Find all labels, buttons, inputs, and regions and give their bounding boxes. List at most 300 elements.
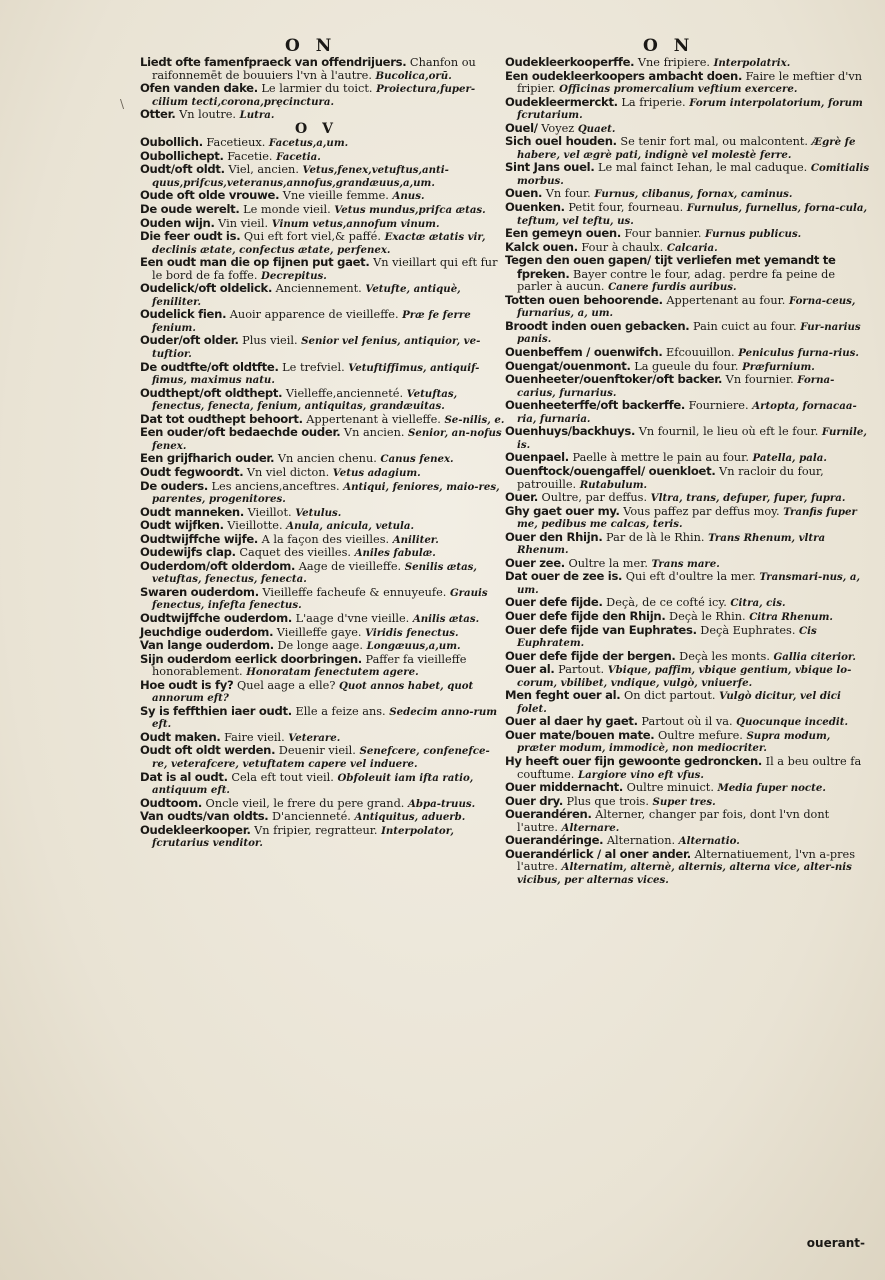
latin-gloss: Se-nilis, e. [444,413,505,426]
dictionary-entry [140,705,505,731]
latin-gloss: Decrepitus. [261,269,327,282]
latin-gloss: Ægrè fe habere, vel ægrè pati, indignè vel molestè ferre. [517,136,856,161]
dictionary-entry [505,570,870,596]
latin-gloss: Artopta, fornacaa-ria, furnaria. [517,400,857,425]
latin-gloss: Supra modum, præter modum, immodicè, non mediocriter. [517,729,831,755]
headword: Ouer defe fijde den Rhijn. [505,608,666,623]
dictionary-entry [140,256,505,282]
headword: Sint Jans ouel. [505,160,595,175]
headword: Totten ouen behoorende. [505,292,663,307]
french-gloss: Faire vieil. [220,730,285,744]
headword: Jeuchdige ouderdom. [140,624,274,639]
headword: Die feer oudt is. [140,229,241,244]
dictionary-entry [140,533,505,547]
latin-gloss: Vulgò dicitur, vel dici folet. [517,690,841,715]
margin-mark: \ [120,97,125,111]
french-gloss: Le monde vieil. [239,203,331,217]
dictionary-entry [140,653,505,679]
french-gloss: Vn fournil, le lieu où eft le four. [635,425,819,439]
dictionary-entry [140,387,505,413]
latin-gloss: Vetufte, antiquè, feniliter. [152,283,461,308]
dictionary-entry [505,596,870,610]
dictionary-entry [140,308,505,334]
latin-gloss: Grauis fenectus, infefta fenectus. [152,586,488,612]
dictionary-entry [140,361,505,387]
latin-gloss: Vetus,fenex,vetuftus,anti-quus,prifcus,veteranus,annofus,grandæuus,a,um. [152,164,449,189]
dictionary-entry [140,771,505,797]
latin-gloss: Aniles fabulæ. [354,547,436,560]
french-gloss: Oultre minuict. [623,781,714,795]
french-gloss: Oncle vieil, le frere du pere grand. [201,796,405,810]
latin-gloss: Honoratam fenectutem agere. [246,666,419,679]
french-gloss: Vn fripier, regratteur. [250,823,378,837]
headword: Sy is feffthien iaer oudt. [140,703,292,718]
latin-gloss: Quaet. [577,122,616,135]
headword: Ofen vanden dake. [140,81,258,96]
latin-gloss: Peniculus furna-rius. [738,347,859,360]
french-gloss: Paelle à mettre le pain au four. [568,451,749,465]
catchword: ouerant- [806,1236,865,1250]
headword: Oudelick/oft oldelick. [140,281,273,296]
latin-gloss: Canus fenex. [380,453,454,466]
dictionary-entry [505,781,870,795]
dictionary-entry [505,227,870,241]
french-gloss: Quel aage a elle? [233,678,336,692]
french-gloss: Vn fournier. [722,373,794,387]
french-gloss: Aage de vieilleffe. [295,559,402,573]
headword: Ouenken. [505,200,565,215]
dictionary-entry [505,689,870,715]
french-gloss: Four à chaulx. [577,240,664,254]
headword: Ouenheeterffe/oft backerffe. [505,398,686,413]
headword: Ouer dry. [505,793,563,808]
dictionary-entry [140,560,505,586]
french-gloss: Auoir apparence de vieilleffe. [226,308,399,322]
french-gloss: Vieillot. [243,505,292,519]
headword: Ouengat/ouenmont. [505,358,631,373]
latin-gloss: Senilis ætas, vetuftas, fenectus, fenecta. [152,560,477,586]
headword: De oude werelt. [140,202,240,217]
french-gloss: Deuenir vieil. [275,744,356,758]
latin-gloss: Facetia. [276,150,321,163]
french-gloss: Qui eft fort viel,& paffé. [240,230,381,244]
headword: Oudt/oft oldt. [140,162,225,177]
latin-gloss: Calcaria. [666,241,718,254]
french-gloss: D'ancienneté. [268,810,351,824]
dictionary-entry [140,626,505,640]
dictionary-entry [140,203,505,217]
french-gloss: Plus que trois. [562,794,649,808]
french-gloss: Vn viel dicton. [243,465,330,479]
dictionary-entry [505,663,870,689]
headword: Kalck ouen. [505,239,578,254]
latin-gloss: Alternatim, alternè, alternis, alterna vice, alter-nis vicibus, per alternas vices. [517,861,852,886]
french-gloss: Cela eft tout vieil. [227,770,334,784]
french-gloss: Facetie. [223,149,273,163]
french-gloss: Alternatiuement, l'vn a-pres l'autre. [517,847,856,874]
latin-gloss: Anus. [392,190,425,203]
latin-gloss: Præ fe ferre fenium. [152,309,471,334]
headword: Een oudt man die op fijnen put gaet. [140,255,370,270]
dictionary-entry [140,810,505,824]
french-gloss: Appertenant à vielleffe. [302,412,441,426]
headword: Ouer defe fijde van Euphrates. [505,622,697,637]
french-gloss: Le trefviel. [278,360,345,374]
dictionary-entry [140,679,505,705]
french-gloss: Four bannier. [620,227,702,241]
latin-gloss: Longæuus,a,um. [366,640,461,653]
french-gloss: Deçà, de ce cofté icy. [602,596,727,610]
headword: Oudt oft oldt werden. [140,743,276,758]
dictionary-entry [140,824,505,850]
dictionary-entry [505,241,870,255]
dictionary-entry [505,320,870,346]
latin-gloss: Lutra. [239,109,275,122]
french-gloss: On dict partout. [620,689,716,703]
latin-gloss: Exactæ ætatis vir, declinis ætate, confectus ætate, perfenex. [152,231,486,256]
headword: Tegen den ouen gapen/ tijt verliefen met yemandt te fpreken. [505,253,836,281]
headword: Otter. [140,107,176,122]
dictionary-entry [140,413,505,427]
french-gloss: Anciennement. [272,282,362,296]
french-gloss: Vieilleffe facheufe & ennuyeufe. [258,585,447,599]
dictionary-entry [505,56,870,70]
french-gloss: Partout où il va. [637,715,733,729]
french-gloss: Le larmier du toict. [257,82,373,96]
dictionary-entry [505,491,870,505]
headword: Ouenftock/ouengaffel/ ouenkloet. [505,463,716,478]
headword: Oudt manneken. [140,504,244,519]
latin-gloss: Abpa-truus. [408,797,476,810]
headword: Ouer al. [505,662,555,677]
dictionary-entry [505,755,870,781]
latin-gloss: Bucolica,orū. [375,69,452,82]
dictionary-entry [140,334,505,360]
french-gloss: Pain cuict au four. [689,319,797,333]
latin-gloss: Interpolator, fcrutarius venditor. [152,824,454,850]
dictionary-entry [140,452,505,466]
french-gloss: Partout. [554,663,605,677]
dictionary-entry [140,189,505,203]
french-gloss: Vn ancien chenu. [274,452,377,466]
french-gloss: Vielleffe,ancienneté. [282,386,404,400]
headword: Ouerandéren. [505,807,592,822]
french-gloss: Petit four, fourneau. [564,201,684,215]
dictionary-entry [505,531,870,557]
latin-gloss: Canere furdis auribus. [608,281,737,294]
latin-gloss: Vinum vetus,annofum vinum. [271,217,440,230]
french-gloss: Fourniere. [685,399,749,413]
headword: Oudtwijffche ouderdom. [140,610,292,625]
dictionary-entry [140,586,505,612]
latin-gloss: Trans mare. [651,557,720,570]
dictionary-entry [140,480,505,506]
headword: Een ouder/oft bedaechde ouder. [140,425,341,440]
french-gloss: A la façon des vieilles. [258,532,390,546]
latin-gloss: Antiquitus, aduerb. [354,811,466,824]
french-gloss: Vieillotte. [223,519,283,533]
french-gloss: L'aage d'vne vieille. [291,611,410,625]
french-gloss: Vn racloir du four, patrouille. [517,464,824,491]
latin-gloss: Senior, an-nofus fenex. [152,427,502,452]
french-gloss: Vieilleffe gaye. [273,625,362,639]
french-gloss: Vn loutre. [175,108,237,122]
dictionary-entry [505,373,870,399]
section-heading: O V [295,120,338,137]
headword: Van oudts/van oldts. [140,809,269,824]
dictionary-entry [140,612,505,626]
dictionary-entry [505,848,870,887]
dictionary-entry [505,505,870,531]
dictionary-entry [140,519,505,533]
french-gloss: Plus vieil. [238,334,298,348]
latin-gloss: Transmari-nus, a, um. [517,571,861,596]
headword: Ouenbeffem / ouenwifch. [505,345,663,360]
latin-gloss: Aniliter. [392,533,439,546]
headword: Ouderdom/oft olderdom. [140,558,296,573]
dictionary-entry [505,465,870,491]
headword: Dat is al oudt. [140,769,228,784]
latin-gloss: Viridis fenectus. [365,626,459,639]
latin-gloss: Quot annos habet, quot annorum eft? [152,679,474,705]
latin-gloss: Senior vel fenius, antiquior, ve-tuftior. [152,335,481,361]
headword: Oudekleerkooperffe. [505,55,635,69]
french-gloss: Oultre, par deffus. [537,491,648,505]
french-gloss: Paffer fa vieilleffe honorablement. [152,652,467,679]
french-gloss: Faire le meftier d'vn fripier. [517,69,863,96]
french-gloss: Facetieux. [202,136,266,150]
headword: Ouerandérlick / al oner ander. [505,846,691,861]
headword: Van lange ouderdom. [140,638,274,653]
latin-gloss: Gallia citerior. [773,650,856,663]
dictionary-entry [140,163,505,189]
french-gloss: Oultre la mer. [564,556,648,570]
headword: Oubollich. [140,135,203,150]
latin-gloss: Tranfis fuper me, pedibus me calcas, teris. [517,505,857,531]
dictionary-entry [140,217,505,231]
french-gloss: Deçà les monts. [675,649,770,663]
dictionary-entry [505,122,870,136]
headword: Ouer middernacht. [505,780,624,795]
french-gloss: Vn vieillart qui eft fur le bord de fa foffe. [152,256,498,282]
headword: Ouder/oft older. [140,333,239,348]
dictionary-entry [140,744,505,770]
latin-gloss: Citra, cis. [730,597,786,610]
dictionary-entry [505,650,870,664]
headword: Oudthept/oft oldthept. [140,385,283,400]
french-gloss: Il a beu oultre fa couftume. [517,754,862,781]
latin-gloss: Furnus publicus. [705,228,802,241]
latin-gloss: Anilis ætas. [412,612,480,625]
headword: Hy heeft ouer fijn gewoonte gedroncken. [505,753,763,768]
french-gloss: Chanfon ou raifonnemēt de bouuiers l'vn à l'autre. [152,56,476,82]
french-gloss: Vous paffez par deffus moy. [619,504,780,518]
headword: Ouer al daer hy gaet. [505,714,638,729]
headword: Sijn ouderdom eerlick doorbringen. [140,651,362,666]
latin-gloss: Obfoleuit iam ifta ratio, antiquum eft. [152,771,474,797]
headword: Sich ouel houden. [505,134,617,149]
latin-gloss: Cis Euphratem. [517,624,817,650]
latin-gloss: Largiore vino eft vfus. [577,768,704,781]
dictionary-entry [505,360,870,374]
latin-gloss: Senefcere, confenefce-re, veterafcere, vetuftatem capere vel induere. [152,745,490,770]
dictionary-entry [140,797,505,811]
french-gloss: Alterner, changer par fois, dont l'vn dont l'autre. [517,808,830,834]
headword: De oudtfte/oft oldtfte. [140,359,279,374]
headword: Ghy gaet ouer my. [505,503,620,518]
headword: Oudelick fien. [140,307,227,322]
latin-gloss: Vetuftas, fenectus, fenecta, fenium, antiquitas, grandæuitas. [152,387,458,413]
latin-gloss: Furnus, clibanus, fornax, caminus. [594,188,793,201]
french-gloss: La friperie. [617,95,686,109]
latin-gloss: Vetuftiffimus, antiquif-fimus, maximus natu. [152,361,480,387]
dictionary-entry [140,150,505,164]
french-gloss: Les anciens,anceftres. [207,479,340,493]
dictionary-entry [505,795,870,809]
dictionary-entry [505,135,870,161]
latin-gloss: Antiqui, feniores, maio-res, parentes, progenitores. [152,480,500,506]
dictionary-entry [505,425,870,451]
headword: Oudekleerkooper. [140,822,251,837]
headword: Ouden wijn. [140,215,215,230]
dictionary-entry [140,136,505,150]
french-gloss: Deçà le Rhin. [665,609,746,623]
headword: Een gemeyn ouen. [505,226,621,241]
dictionary-entry [505,715,870,729]
dictionary-entry [505,729,870,755]
dictionary-entry [505,624,870,650]
latin-gloss: Patella, pala. [752,452,827,465]
headword: Oubollichept. [140,148,224,163]
dictionary-entry [505,834,870,848]
latin-gloss: Media fuper nocte. [717,782,826,795]
dictionary-entry [140,56,505,82]
headword: Ouen. [505,186,543,201]
dictionary-entry [505,610,870,624]
french-gloss: Vne fripiere. [634,56,710,69]
latin-gloss: Vbique, paffim, vbique gentium, vbique lo-corum, vbilibet, vndique, vulgò, vniuerfe. [517,664,852,689]
french-gloss: Alternation. [603,834,676,848]
latin-gloss: Officinas promercalium veftium exercere. [559,83,798,96]
french-gloss: Vin vieil. [214,216,269,230]
headword: Ouer den Rhijn. [505,529,603,544]
headword: Dat tot oudthept behoort. [140,411,303,426]
headword: Een oudekleerkoopers ambacht doen. [505,68,743,83]
headword: Oudt maken. [140,729,221,744]
dictionary-entry [140,82,505,108]
dictionary-entry [505,187,870,201]
french-gloss: Elle a feize ans. [291,704,386,718]
latin-gloss: Furnulus, furnellus, forna-cula, teftum, vel teftu, us. [517,202,868,227]
dictionary-entry [140,108,505,122]
french-gloss: Voyez [537,121,578,135]
headword: Oudt fegwoordt. [140,464,244,479]
headword: Hoe oudt is fy? [140,677,234,692]
french-gloss: Caquet des vieilles. [235,546,351,560]
left-column [140,56,505,850]
latin-gloss: Alternare. [561,821,620,834]
french-gloss: De longe aage. [273,639,363,653]
latin-gloss: Forna-ceus, furnarius, a, um. [517,294,856,320]
french-gloss: Bayer contre le four, adag. perdre fa peine de parler à aucun. [517,267,836,294]
latin-gloss: Rutabulum. [579,478,648,491]
french-gloss: Viel, ancien. [224,163,299,177]
dictionary-entry [140,466,505,480]
running-header-left: O N [285,36,337,56]
latin-gloss: Veterare. [288,731,341,744]
french-gloss: Vn ancien. [340,426,405,440]
headword: Oudt wijfken. [140,518,224,533]
headword: Swaren ouderdom. [140,584,259,599]
french-gloss: Se tenir fort mal, ou malcontent. [616,135,809,149]
latin-gloss: Facetus,a,um. [268,137,349,150]
dictionary-entry [505,96,870,122]
dictionary-entry [505,294,870,320]
dictionary-entry [140,230,505,256]
dictionary-entry [505,254,870,294]
headword: Oudekleermerckt. [505,94,618,109]
dictionary-entry [140,506,505,520]
headword: Ouer defe fijde der bergen. [505,648,676,663]
headword: Men feght ouer al. [505,688,621,703]
headword: Liedt ofte famenfpraeck van offendrijuers. [140,55,407,69]
headword: Ouerandéringe. [505,833,604,848]
headword: Broodt inden ouen gebacken. [505,318,690,333]
headword: De ouders. [140,478,208,493]
headword: Oudewijfs clap. [140,545,236,560]
dictionary-entry [140,639,505,653]
dictionary-entry [505,346,870,360]
headword: Ouenpael. [505,450,569,465]
latin-gloss: Interpolatrix. [713,57,791,69]
french-gloss: Efcouuillon. [662,346,735,360]
latin-gloss: Furnile, is. [517,426,867,451]
headword: Ouer defe fijde. [505,595,603,610]
dictionary-entry [505,451,870,465]
right-column [505,56,870,886]
french-gloss: La gueule du four. [630,359,739,373]
dictionary-entry [505,201,870,227]
french-gloss: Vn four. [542,187,591,201]
french-gloss: Qui eft d'oultre la mer. [622,570,756,584]
dictionary-entry [140,426,505,452]
running-header-right: O N [643,36,695,56]
french-gloss: Oultre mefure. [654,728,743,742]
latin-gloss: Alternatio. [678,835,740,848]
dictionary-entry [140,546,505,560]
dictionary-entry [140,282,505,308]
latin-gloss: Comitialis morbus. [517,162,870,187]
french-gloss: Par de là le Rhin. [602,530,705,544]
french-gloss: Le mal fainct Iehan, le mal caduque. [594,161,808,175]
latin-gloss: Fur-narius panis. [517,320,861,346]
headword: Ouenhuys/backhuys. [505,424,636,439]
headword: Ouer. [505,490,538,505]
dictionary-entry [505,70,870,96]
latin-gloss: Vetus mundus,prifca ætas. [334,204,486,217]
latin-gloss: Citra Rhenum. [749,610,833,623]
french-gloss: Appertenant au four. [662,293,786,307]
latin-gloss: Sedecim anno-rum eft. [152,705,498,731]
latin-gloss: Vetus adagium. [332,466,421,479]
headword: Oudtwijffche wijfe. [140,531,258,546]
latin-gloss: Præfurnium. [742,360,815,373]
headword: Ouel/ [505,120,538,135]
latin-gloss: Trans Rhenum, vltra Rhenum. [517,531,826,557]
dictionary-entry [505,399,870,425]
dictionary-entry [140,731,505,745]
headword: Ouer mate/bouen mate. [505,727,655,742]
